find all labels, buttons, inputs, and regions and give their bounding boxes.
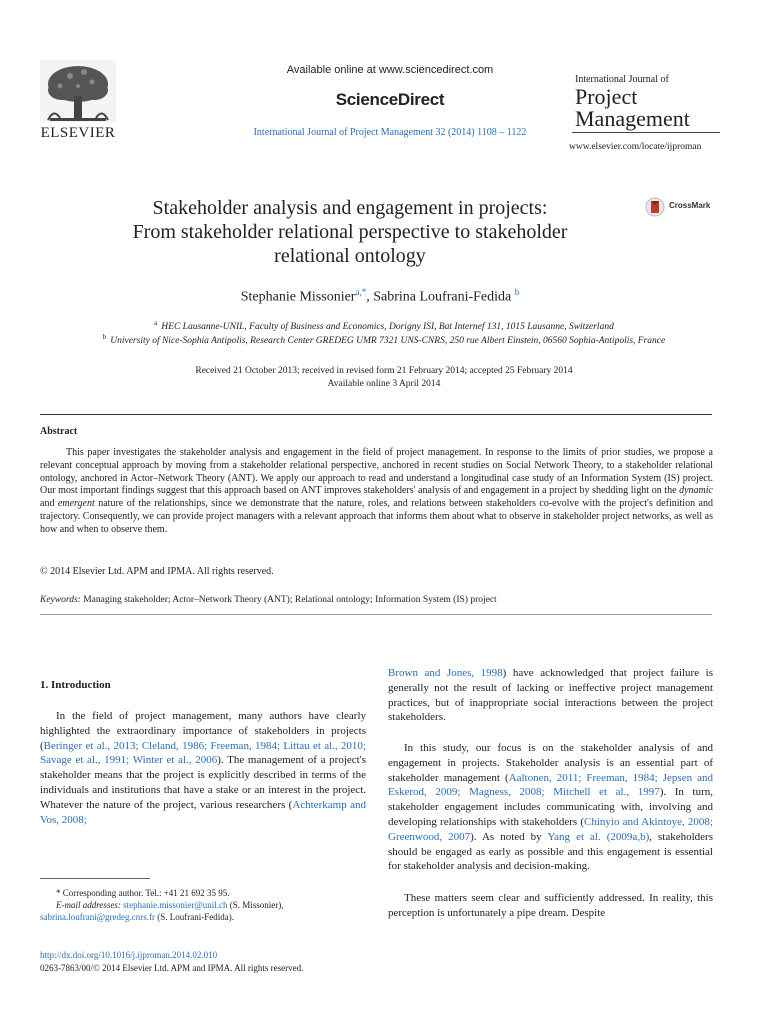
affiliation-a-text: HEC Lausanne-UNIL, Faculty of Business and Economics, Dorigny ISI, Bat Internef 131, 1015 Lausanne, Switzerland <box>161 322 614 333</box>
right-paragraph-1 <box>388 666 713 725</box>
author-2: Sabrina Loufrani-Fedida <box>373 289 512 305</box>
citation-link[interactable]: Chinyio and Akintoye, 2008; Greenwood, 2007 <box>388 815 713 843</box>
issn-copyright: 0263-7863/00/© 2014 Elsevier Ltd. APM and IPMA. All rights reserved. <box>40 963 304 973</box>
keywords-line <box>40 595 497 605</box>
intro-paragraph-1 <box>40 709 366 827</box>
title-line-2: From stakeholder relational perspective to stakeholder <box>132 221 568 243</box>
available-online-text: Available online at www.sciencedirect.com <box>286 64 494 76</box>
abstract-text-part-2: and <box>40 498 58 510</box>
footnote <box>40 887 366 923</box>
abstract-emphasis-dynamic: dynamic <box>679 485 713 497</box>
email-2-owner: (S. Loufrani-Fedida). <box>155 912 234 922</box>
right-paragraph-2 <box>388 741 713 874</box>
abstract-emphasis-emergent: emergent <box>57 498 95 510</box>
crossmark-label: CrossMark <box>669 201 711 210</box>
crossmark-badge[interactable] <box>645 196 725 218</box>
title-line-3: relational ontology <box>274 245 426 267</box>
abstract-text-part-1: This paper investigates the stakeholder analysis and engagement in the field of project management. In response to the limits of prior studies, we propose a relevant conceptual approach by moving from a stakeholder relational perspective, anchored in recent studies on Social Network Theory, to a stakeholder relational ontology, anchored in Actor–Network Theory (ANT). We apply our approach to read and understand a longitudinal case study of an Information System (IS) project. Our most important findings suggest that this approach based on ANT improves stakeholders' analysis of and engagement in a project by shedding light on the <box>40 447 713 497</box>
author-list <box>100 287 660 306</box>
keywords-values: Managing stakeholder; Actor–Network Theory (ANT); Relational ontology; Information System (IS) project <box>80 595 497 605</box>
abstract-text <box>40 447 713 537</box>
journal-title-line2: Management <box>575 106 690 131</box>
paper-title <box>60 196 640 268</box>
author-separator: , <box>366 289 374 305</box>
footnote-rule <box>40 878 150 879</box>
intro-p1-text-b: ). The management of a project's stakeholder means that the project is explicitly described in terms of the individuals and institutions that have a stake or an interest in the project. Whatever the nature of the project, various researchers ( <box>40 754 366 811</box>
title-line-1: Stakeholder analysis and engagement in projects: <box>152 197 548 219</box>
sciencedirect-brand: ScienceDirect <box>335 90 445 109</box>
right-p2-text-a: In this study, our focus is on the stakeholder analysis of and engagement in projects. Stakeholder analysis is an essential part of stakeholder management ( <box>388 742 713 784</box>
affiliation-b <box>40 333 728 346</box>
journal-title-line1: Project <box>575 84 638 109</box>
right-p2-text-b: ). In turn, stakeholder engagement includes communicating with, involving and developing relationships with stakeholders ( <box>388 786 713 828</box>
citation-link[interactable]: Achterkamp and Vos, 2008; <box>40 798 367 826</box>
affiliation-b-mark: b <box>102 333 107 341</box>
journal-url[interactable]: www.elsevier.com/locate/ijproman <box>569 142 702 152</box>
affiliation-a-mark: a <box>154 319 158 327</box>
email-link-1[interactable]: stephanie.missonier@unil.ch <box>123 900 228 910</box>
footnote-email-line <box>40 900 283 910</box>
author-1: Stephanie Missonier <box>240 289 356 305</box>
online-date: Available online 3 April 2014 <box>327 379 441 389</box>
email-1-owner: (S. Missonier), <box>227 900 284 910</box>
publisher-name: ELSEVIER <box>40 125 116 141</box>
citation-link[interactable]: Aaltonen, 2011; Freeman, 1984; Jepsen and Eskerod, 2009; Magness, 2008; Mitchell et al., 1997 <box>388 771 713 799</box>
right-p1-text: ) have acknowledged that project failure is generally not the result of lacking or ineffective project management practices, but of inappropriate social interactions between the project stakeholders. <box>388 667 713 724</box>
keywords-bottom-rule <box>40 614 712 615</box>
right-paragraph-3: These matters seem clear and sufficiently addressed. In reality, this perception is unfortunately a pipe dream. Despite <box>388 892 713 919</box>
journal-reference-link[interactable]: International Journal of Project Management 32 (2014) 1108 – 1122 <box>253 127 527 138</box>
affiliation-b-text: University of Nice-Sophia Antipolis, Research Center GREDEG UMR 7321 UNS-CNRS, 250 rue Albert Einstein, 06560 Sophia-Antipolis, France <box>110 336 666 347</box>
author-1-marks[interactable]: a,* <box>355 287 367 297</box>
footnote-email-label: E-mail addresses: <box>56 900 121 910</box>
section-heading-introduction: 1. Introduction <box>40 679 111 691</box>
email-link-2[interactable]: sabrina.loufrani@gredeg.cnrs.fr <box>40 912 155 922</box>
journal-title-large <box>575 86 690 130</box>
citation-link[interactable]: Beringer et al., 2013; Cleland, 1986; Freeman, 1984; Littau et al., 2010; Savage et al., 1991; Winter et al., 2006 <box>40 739 366 767</box>
abstract-top-rule <box>40 414 712 415</box>
keywords-label: Keywords: <box>40 595 81 605</box>
citation-link[interactable]: Brown and Jones, 1998 <box>388 667 503 679</box>
copyright-line: © 2014 Elsevier Ltd. APM and IPMA. All rights reserved. <box>40 566 274 577</box>
received-dates: Received 21 October 2013; received in revised form 21 February 2014; accepted 25 February 2014 <box>195 366 573 376</box>
affiliation-a <box>40 319 728 332</box>
right-p2-text-d: , stakeholders should be engaged as early as possible and this engagement is essential for stakeholder analysis and decision-making. <box>388 830 714 873</box>
right-p2-text-c: ). As noted by <box>470 830 548 843</box>
author-2-marks[interactable]: b <box>514 287 520 297</box>
footnote-corresponding: * Corresponding author. Tel.: +41 21 692 35 95. <box>56 888 230 898</box>
intro-p1-text-a: In the field of project management, many authors have clearly highlighted the extraordinary importance of stakeholders in projects ( <box>40 710 366 752</box>
journal-title-small: International Journal of <box>575 74 669 85</box>
journal-divider <box>572 132 720 133</box>
abstract-heading: Abstract <box>40 426 78 437</box>
doi-link[interactable]: http://dx.doi.org/10.1016/j.ijproman.2014.02.010 <box>40 950 218 960</box>
citation-link[interactable]: Yang et al. (2009a,b) <box>547 830 650 843</box>
abstract-text-part-3: nature of the relationships, since we demonstrate that the nature, roles, and relations between stakeholders co-evolve with the project's definition and trajectory. Consequently, we can provide project managers with a relevant approach that informs them about what to observe in stakeholder project networks, as well as how and when to observe them. <box>40 498 713 535</box>
